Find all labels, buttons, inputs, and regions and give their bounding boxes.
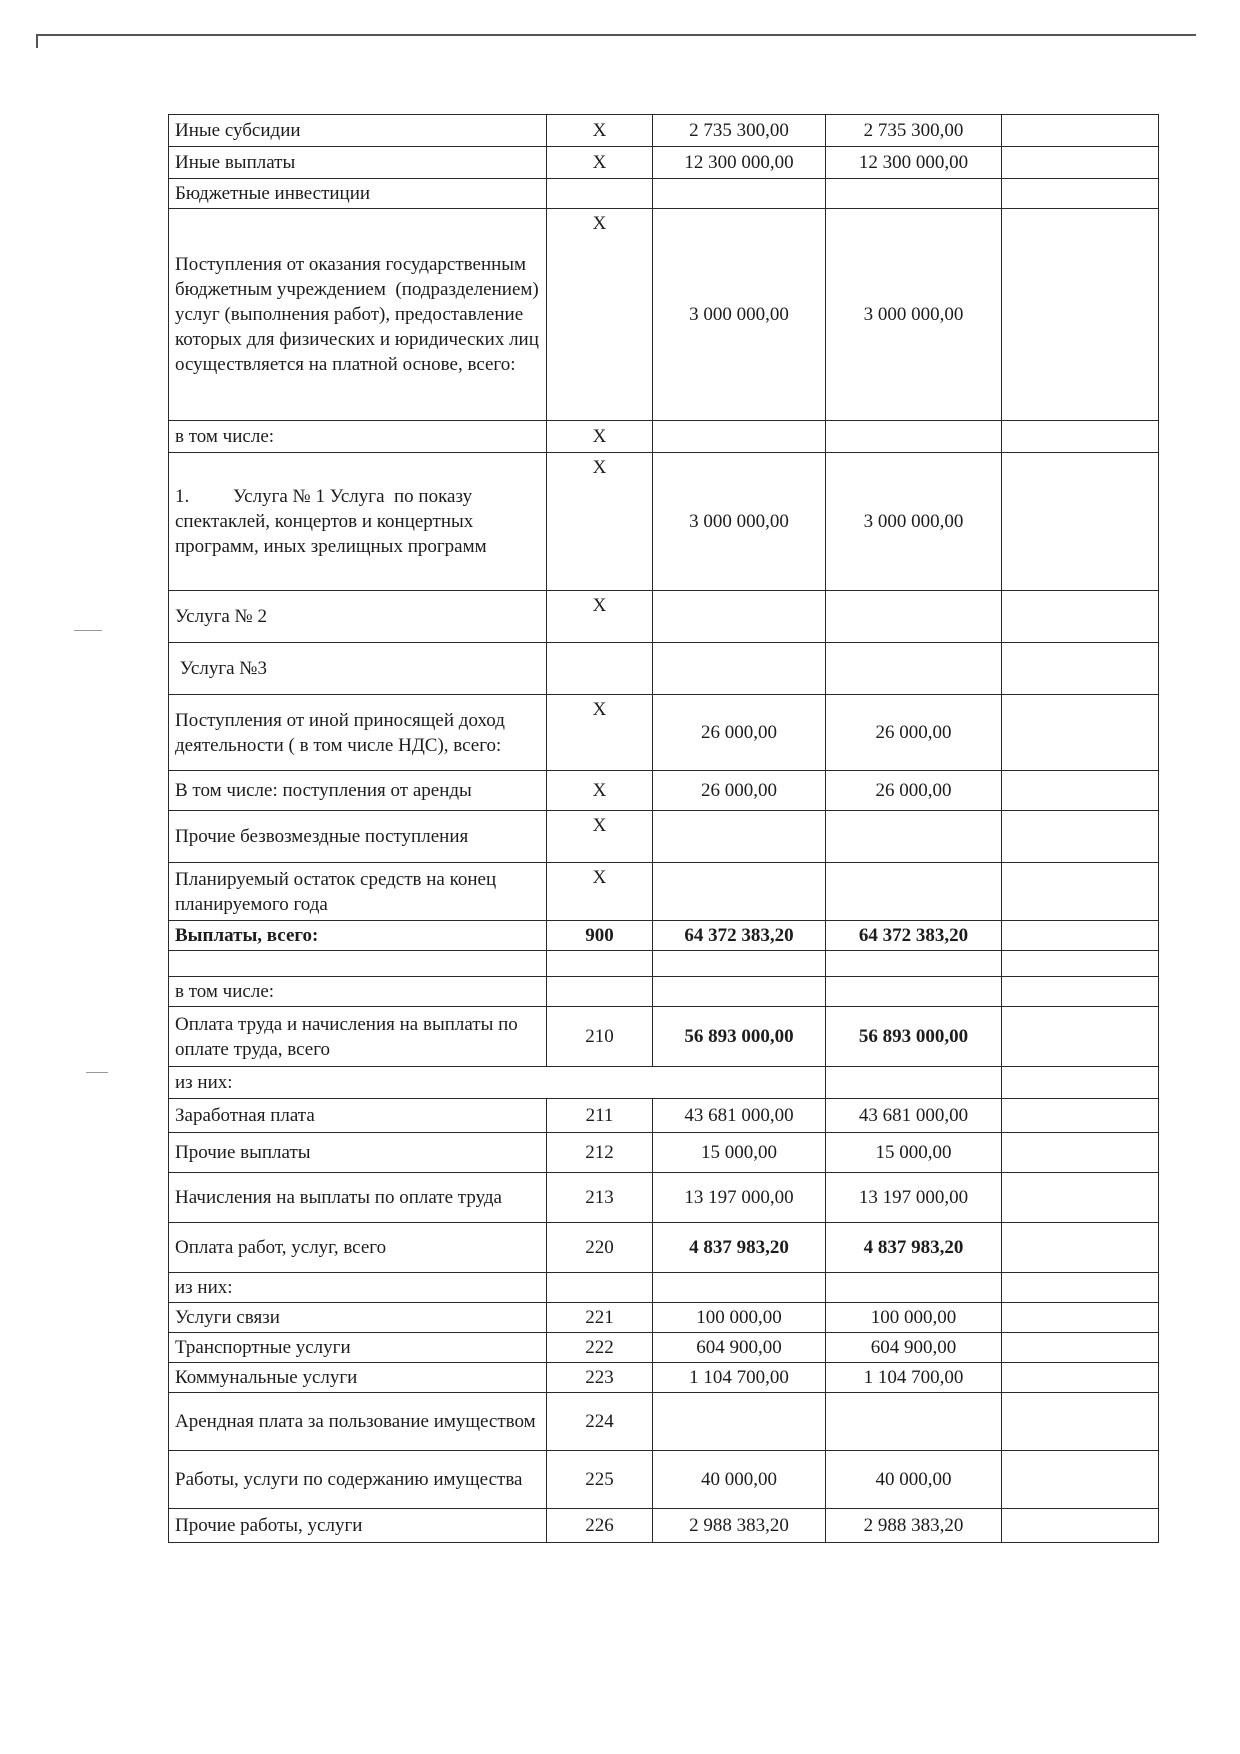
row-name: Поступления от иной приносящей доход деятельности ( в том числе НДС), всего: [175,709,510,756]
row-value-secondary [826,1393,1002,1451]
table-row [169,977,1159,1007]
row-value-secondary [826,591,1002,643]
row-code: 900 [547,921,653,951]
empty-cell [1002,921,1159,951]
row-value-primary: 43 681 000,00 [653,1099,826,1133]
row-value-primary [653,179,826,209]
row-value-secondary: 4 837 983,20 [826,1223,1002,1273]
row-code: 223 [547,1363,653,1393]
row-name-cell [169,1273,547,1303]
row-value-secondary [826,863,1002,921]
row-name-cell [169,811,547,863]
row-name-cell [169,421,547,453]
row-value-primary: 26 000,00 [653,771,826,811]
scan-border-top [36,34,1196,36]
row-value-secondary [826,977,1002,1007]
empty-cell [1002,453,1159,591]
empty-cell [1002,951,1159,977]
table-row [169,209,1159,421]
row-name-cell [169,951,547,977]
row-name: Заработная плата [175,1105,315,1126]
table-row [169,1333,1159,1363]
row-value-secondary: 13 197 000,00 [826,1173,1002,1223]
row-name: Арендная плата за пользование имуществом [175,1411,536,1432]
row-value-secondary: 604 900,00 [826,1333,1002,1363]
row-name: Иные выплаты [175,152,296,173]
row-value-primary [653,1273,826,1303]
row-value-secondary [826,179,1002,209]
row-code: 210 [547,1007,653,1067]
row-value-primary [653,1393,826,1451]
row-name-cell [169,115,547,147]
row-code: X [547,209,653,421]
table-row [169,1173,1159,1223]
table-row [169,1273,1159,1303]
row-code: 212 [547,1133,653,1173]
row-value-primary [653,591,826,643]
row-name-cell [169,209,547,421]
row-name-cell [169,643,547,695]
row-code [547,951,653,977]
scan-border-corner [36,34,38,48]
scan-smudge [86,1072,108,1073]
row-name: из них: [175,1277,233,1298]
row-name-cell [169,1509,547,1543]
empty-cell [1002,863,1159,921]
table-row [169,453,1159,591]
empty-cell [1002,1509,1159,1543]
table-row [169,115,1159,147]
empty-cell [1002,1223,1159,1273]
row-code: X [547,147,653,179]
row-name: Бюджетные инвестиции [175,183,371,204]
row-value-primary: 3 000 000,00 [653,209,826,421]
empty-cell [1002,1333,1159,1363]
row-value-primary [653,421,826,453]
table-row [169,1099,1159,1133]
row-name-cell [169,1333,547,1363]
row-value-primary [653,863,826,921]
row-name: Услуги связи [175,1307,280,1328]
row-code [547,1273,653,1303]
empty-cell [1002,591,1159,643]
table-row [169,863,1159,921]
row-value-secondary: 26 000,00 [826,695,1002,771]
row-name: Планируемый остаток средств на конец планируемого года [175,868,501,915]
row-name-cell [169,1363,547,1393]
row-value-secondary: 64 372 383,20 [826,921,1002,951]
empty-cell [1002,1007,1159,1067]
row-value-secondary: 56 893 000,00 [826,1007,1002,1067]
row-value-primary: 4 837 983,20 [653,1223,826,1273]
row-name: Прочие работы, услуги [175,1515,363,1536]
row-name: из них: [175,1072,233,1093]
row-code: X [547,695,653,771]
table-row [169,811,1159,863]
row-value-secondary: 15 000,00 [826,1133,1002,1173]
row-code: 224 [547,1393,653,1451]
row-value-primary: 604 900,00 [653,1333,826,1363]
empty-cell [1002,209,1159,421]
row-value-secondary: 2 988 383,20 [826,1509,1002,1543]
empty-cell [1002,1173,1159,1223]
row-value-primary: 56 893 000,00 [653,1007,826,1067]
empty-cell [1002,643,1159,695]
row-name-cell [169,453,547,591]
empty-cell [1002,421,1159,453]
budget-table [168,114,1159,1543]
row-value-secondary [826,421,1002,453]
row-name-cell [169,591,547,643]
budget-table-body [169,115,1159,1543]
row-value-secondary: 43 681 000,00 [826,1099,1002,1133]
row-value-secondary: 3 000 000,00 [826,209,1002,421]
row-name: Услуга №3 [175,658,267,679]
row-value-primary [653,977,826,1007]
row-name: Работы, услуги по содержанию имущества [175,1469,523,1490]
row-code: 222 [547,1333,653,1363]
empty-cell [826,1067,1002,1099]
row-value-secondary: 100 000,00 [826,1303,1002,1333]
row-name-cell [169,1393,547,1451]
row-code [547,643,653,695]
row-name-cell [169,1303,547,1333]
row-name-cell [169,1451,547,1509]
empty-cell [1002,1067,1159,1099]
row-value-secondary [826,1273,1002,1303]
empty-cell [1002,147,1159,179]
empty-cell [1002,1099,1159,1133]
empty-cell [1002,695,1159,771]
scan-smudge [74,630,102,631]
row-name-cell [169,179,547,209]
table-row [169,591,1159,643]
row-name: Коммунальные услуги [175,1367,358,1388]
table-row [169,179,1159,209]
table-row [169,147,1159,179]
row-value-primary [653,643,826,695]
row-value-secondary [826,951,1002,977]
row-value-primary: 100 000,00 [653,1303,826,1333]
row-value-primary: 40 000,00 [653,1451,826,1509]
row-name: Услуга № 2 [175,606,267,627]
row-value-primary: 12 300 000,00 [653,147,826,179]
table-row [169,1223,1159,1273]
empty-cell [1002,1133,1159,1173]
row-value-primary: 3 000 000,00 [653,453,826,591]
table-row [169,421,1159,453]
table-row [169,1067,1159,1099]
row-code: 211 [547,1099,653,1133]
row-code: 225 [547,1451,653,1509]
row-code: X [547,771,653,811]
row-name: в том числе: [175,426,275,447]
row-code: 226 [547,1509,653,1543]
row-value-primary: 15 000,00 [653,1133,826,1173]
row-code: X [547,591,653,643]
empty-cell [1002,1393,1159,1451]
empty-cell [1002,1303,1159,1333]
row-value-secondary: 3 000 000,00 [826,453,1002,591]
row-name-cell [169,1099,547,1133]
empty-cell [1002,771,1159,811]
empty-cell [1002,1451,1159,1509]
empty-cell [1002,115,1159,147]
row-value-primary: 13 197 000,00 [653,1173,826,1223]
row-name: в том числе: [175,981,275,1002]
row-name: Выплаты, всего: [175,925,319,946]
row-code [547,179,653,209]
row-code: X [547,421,653,453]
row-name: Поступления от оказания государственным бюджетным учреждением (подразделением) услуг (выполнения работ), предоставление которых для физических и юридических лиц осуществляется на платной основе, всего: [175,254,544,375]
table-row [169,695,1159,771]
row-code: X [547,863,653,921]
row-code: X [547,115,653,147]
row-code: 220 [547,1223,653,1273]
row-value-primary: 1 104 700,00 [653,1363,826,1393]
row-value-primary [653,811,826,863]
row-code [547,977,653,1007]
empty-cell [1002,977,1159,1007]
row-value-secondary: 26 000,00 [826,771,1002,811]
empty-cell [1002,811,1159,863]
table-row [169,1393,1159,1451]
row-name-cell [169,771,547,811]
table-row [169,1363,1159,1393]
empty-cell [1002,1273,1159,1303]
row-value-secondary: 2 735 300,00 [826,115,1002,147]
row-name-cell [169,1173,547,1223]
table-row [169,1303,1159,1333]
row-value-secondary: 1 104 700,00 [826,1363,1002,1393]
row-code: 213 [547,1173,653,1223]
table-row [169,1451,1159,1509]
row-name-cell [169,977,547,1007]
row-value-primary: 2 988 383,20 [653,1509,826,1543]
row-name-cell [169,921,547,951]
row-name: Оплата работ, услуг, всего [175,1237,387,1258]
row-name-cell [169,1007,547,1067]
row-name: Начисления на выплаты по оплате труда [175,1187,502,1208]
row-name: Прочие безвозмездные поступления [175,826,469,847]
row-name-cell [169,1067,826,1099]
table-row [169,643,1159,695]
row-code: 221 [547,1303,653,1333]
row-name-cell [169,147,547,179]
row-name: Прочие выплаты [175,1142,311,1163]
row-code: X [547,811,653,863]
row-value-primary [653,951,826,977]
table-row [169,771,1159,811]
table-row [169,921,1159,951]
table-row [169,1007,1159,1067]
row-value-secondary: 40 000,00 [826,1451,1002,1509]
row-value-primary: 2 735 300,00 [653,115,826,147]
row-name-cell [169,1223,547,1273]
empty-cell [1002,1363,1159,1393]
row-value-primary: 64 372 383,20 [653,921,826,951]
row-name-cell [169,863,547,921]
empty-cell [1002,179,1159,209]
row-code: X [547,453,653,591]
row-name: Услуга № 1 Услуга по показу спектаклей, концертов и концертных программ, иных зрелищных программ [175,486,487,557]
row-value-secondary [826,643,1002,695]
row-value-secondary: 12 300 000,00 [826,147,1002,179]
row-name: Иные субсидии [175,120,301,141]
row-number: 1. [175,486,190,507]
row-name-cell [169,1133,547,1173]
table-row [169,1509,1159,1543]
table-row [169,951,1159,977]
row-name: Оплата труда и начисления на выплаты по оплате труда, всего [175,1013,523,1060]
row-name-cell [169,695,547,771]
row-name: В том числе: поступления от аренды [175,780,472,801]
row-value-secondary [826,811,1002,863]
table-row [169,1133,1159,1173]
row-value-primary: 26 000,00 [653,695,826,771]
row-name: Транспортные услуги [175,1337,351,1358]
